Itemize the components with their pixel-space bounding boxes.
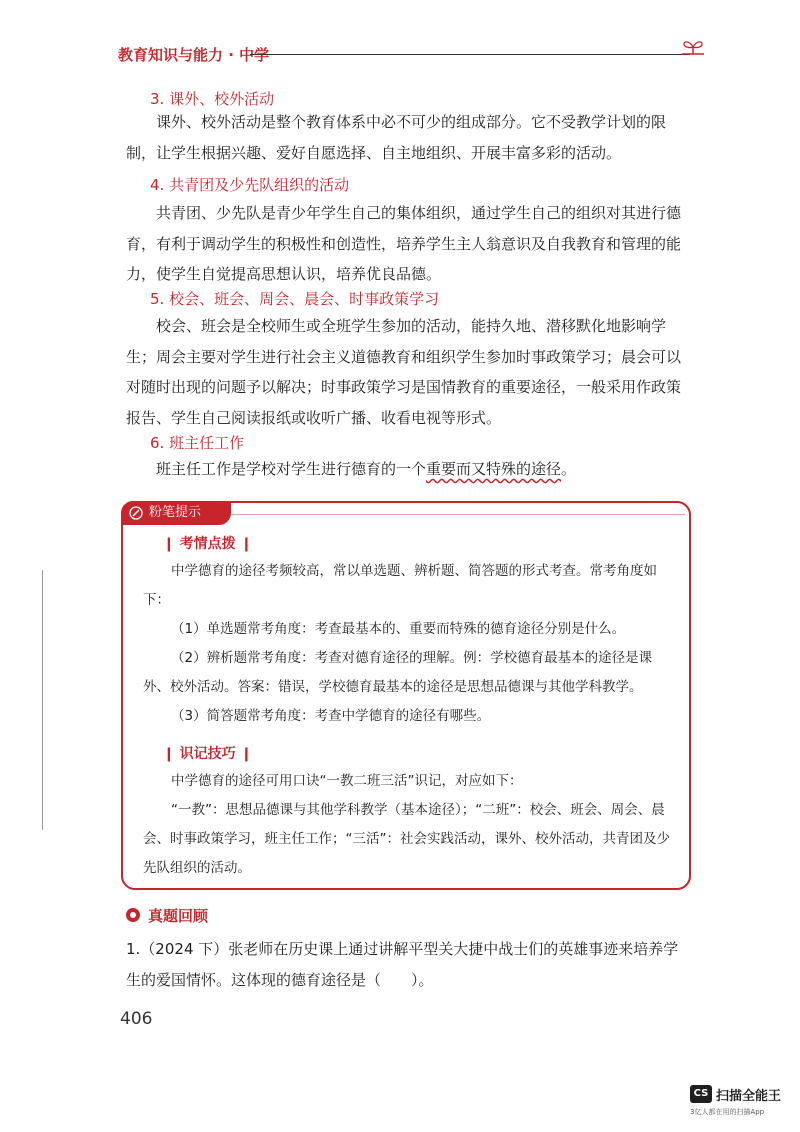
section-text-5: 校会、班会是全校师生或全班学生参加的活动，能持久地、潜移默化地影响学生；周会主要对学生进行社会主义道德教育和组织学生参加时事政策学习；晨会可以对随时出现的问题予以解决；时事政策学习是国情教育的重要途径，一般采用作政策报告、学生自己阅读报纸或收听广播、收看电视等形式。 bbox=[126, 317, 682, 427]
page-number: 406 bbox=[120, 1009, 153, 1029]
review-icon bbox=[124, 906, 142, 924]
brand-tagline: 3亿人都在用的扫描App bbox=[690, 1108, 765, 1116]
section-title-5: 5. 校会、班会、周会、晨会、时事政策学习 bbox=[150, 290, 440, 308]
section-title-4: 4. 共青团及少先队组织的活动 bbox=[150, 176, 350, 194]
exam-item-3: （3）简答题常考角度：考查中学德育的途径有哪些。 bbox=[171, 708, 491, 724]
section-title-6: 6. 班主任工作 bbox=[150, 434, 245, 452]
sprout-icon bbox=[678, 36, 708, 58]
brand-name: 扫描全能王 bbox=[716, 1089, 782, 1104]
exam-intro: 中学德育的途径考频较高，常以单选题、辨析题、简答题的形式考查。常考角度如下： bbox=[143, 563, 657, 608]
margin-line bbox=[42, 570, 43, 830]
tip-label: 粉笔提示 bbox=[149, 505, 202, 520]
memo-heading: ❙ 识记技巧 ❙ bbox=[163, 746, 253, 762]
section-title-3: 3. 课外、校外活动 bbox=[150, 90, 275, 108]
exam-heading: ❙ 考情点拨 ❙ bbox=[163, 536, 253, 552]
section-text-3: 课外、校外活动是整个教育体系中必不可少的组成部分。它不受教学计划的限制，让学生根据兴趣、爱好自愿选择、自主地组织、开展丰富多彩的活动。 bbox=[126, 113, 667, 162]
review-question: 1.（2024 下）张老师在历史课上通过讲解平型关大捷中战士们的英雄事迹来培养学生的爱国情怀。这体现的德育途径是（ ）。 bbox=[126, 940, 679, 989]
page-header bbox=[118, 40, 700, 68]
memo-detail: “一教”：思想品德课与其他学科教学（基本途径）；“二班”：校会、班会、周会、晨会、时事政策学习，班主任工作；“三活”：社会实践活动，课外、校外活动，共青团及少先队组织的活动。 bbox=[143, 802, 670, 876]
exam-item-1: （1）单选题常考角度：考查最基本的、重要而特殊的德育途径分别是什么。 bbox=[171, 621, 626, 637]
section-text-6: 班主任工作是学校对学生进行德育的一个重要而又特殊的途径。 bbox=[156, 460, 577, 478]
tip-divider bbox=[231, 514, 685, 515]
book-title: 教育知识与能力 · 中学 bbox=[118, 46, 270, 64]
header-rule bbox=[250, 54, 690, 55]
emphasis-text: 重要而又特殊的途径 bbox=[426, 460, 562, 478]
scanner-watermark bbox=[690, 1085, 795, 1125]
section-text-4: 共青团、少先队是青少年学生自己的集体组织，通过学生自己的组织对其进行德育，有利于调动学生的积极性和创造性，培养学生主人翁意识及自我教育和管理的能力，使学生自觉提高思想认识，培养优良品德。 bbox=[126, 204, 682, 283]
cs-logo-icon: CS bbox=[690, 1085, 712, 1103]
tip-tab bbox=[121, 501, 231, 525]
memo-intro: 中学德育的途径可用口诀“一教二班三活”识记，对应如下： bbox=[171, 773, 523, 789]
pencil-icon bbox=[129, 506, 143, 520]
review-heading: 真题回顾 bbox=[148, 907, 209, 925]
exam-item-2: （2）辨析题常考角度：考查对德育途径的理解。例：学校德育最基本的途径是课外、校外活动。答案：错误，学校德育最基本的途径是思想品德课与其他学科教学。 bbox=[143, 650, 653, 695]
tip-box bbox=[121, 501, 691, 890]
